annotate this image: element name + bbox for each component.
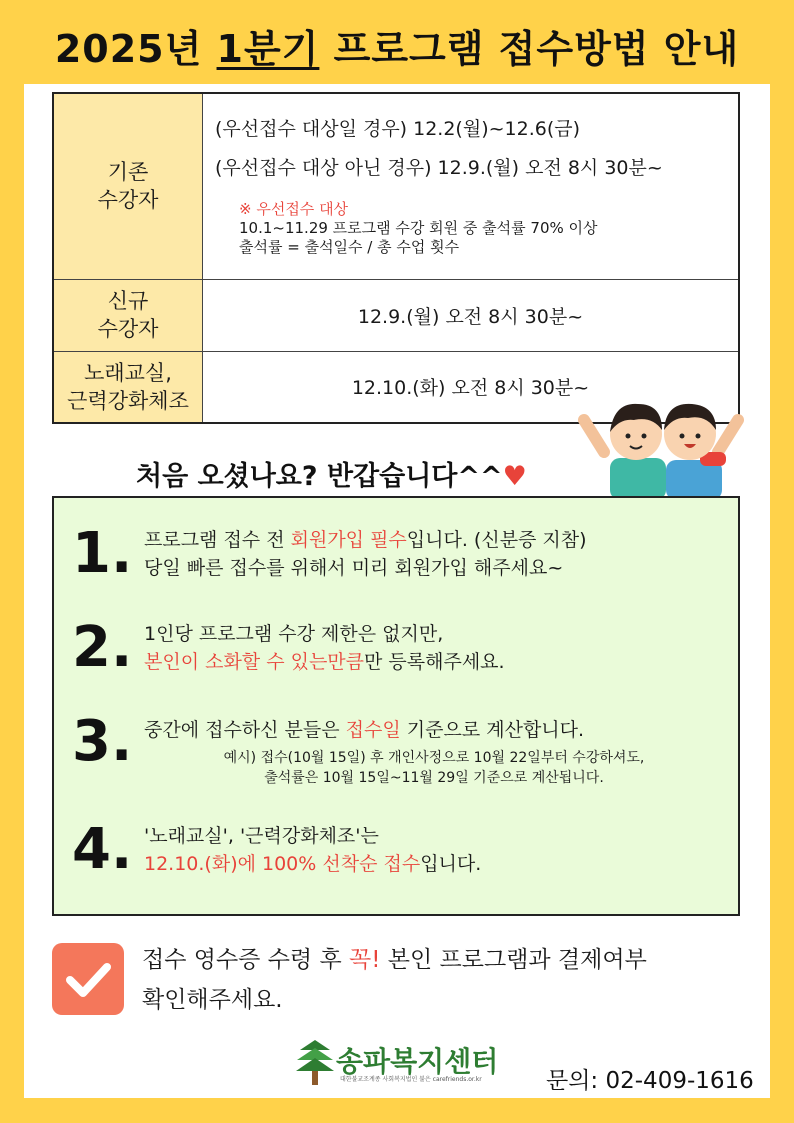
step-3-line1-a: 중간에 접수하신 분들은 xyxy=(144,719,346,741)
special-header-line1: 노래교실, xyxy=(84,360,172,385)
step-1-line2: 당일 빠른 접수를 위해서 미리 회원가입 해주세요~ xyxy=(144,557,564,579)
step-2-line2 xyxy=(144,648,724,676)
step-4-highlight: 12.10.(화)에 100% 선착순 접수 xyxy=(144,853,421,875)
step-2-highlight: 본인이 소화할 수 있는만큼 xyxy=(144,651,365,673)
heart-icon: ♥ xyxy=(502,461,527,492)
existing-header-line1: 기존 xyxy=(107,160,149,185)
special-header xyxy=(53,351,203,423)
existing-header-line2: 수강자 xyxy=(97,188,159,213)
step-1-highlight: 회원가입 필수 xyxy=(290,529,407,551)
step-2-number: 2. xyxy=(72,615,133,680)
existing-cell xyxy=(203,93,740,279)
greeting xyxy=(136,454,527,493)
priority-date-line: (우선접수 대상일 경우) 12.2(월)~12.6(금) xyxy=(215,118,581,140)
special-date: 12.10.(화) 오전 8시 30분~ xyxy=(203,351,740,423)
step-2-line2-b: 만 등록해주세요. xyxy=(364,651,505,673)
step-3-number: 3. xyxy=(72,709,133,774)
step-1-line1 xyxy=(144,526,724,554)
step-3-example-line1: 예시) 접수(10월 15일) 후 개인사정으로 10월 22일부터 수강하셔도, xyxy=(223,750,645,766)
title-quarter: 1분기 xyxy=(216,27,320,71)
priority-note-title: ※ 우선접수 대상 xyxy=(239,200,349,218)
new-header-line2: 수강자 xyxy=(97,317,159,341)
step-4-text xyxy=(144,822,724,878)
title-rest: 프로그램 접수방법 안내 xyxy=(333,27,740,71)
step-2-text xyxy=(144,620,724,676)
steps-box xyxy=(52,496,740,916)
step-4-line2 xyxy=(144,850,724,878)
children-illustration-icon xyxy=(574,390,754,500)
page-title xyxy=(0,18,794,73)
greeting-text: 처음 오셨나요? 반갑습니다^^ xyxy=(136,461,503,492)
new-header xyxy=(53,279,203,351)
receipt-note xyxy=(142,940,752,1020)
receipt-note-line2: 확인해주세요. xyxy=(142,987,283,1013)
step-4-line1: '노래교실', '근력강화체조'는 xyxy=(144,825,379,847)
special-header-line2: 근력강화체조 xyxy=(67,388,189,413)
new-header-line1: 신규 xyxy=(107,289,149,313)
new-date: 12.9.(월) 오전 8시 30분~ xyxy=(203,279,740,351)
schedule-row-existing xyxy=(53,93,739,279)
step-4-line2-b: 입니다. xyxy=(420,853,482,875)
step-1-line1-c: 입니다. (신분증 지참) xyxy=(406,529,587,551)
step-3-line1 xyxy=(144,716,724,744)
step-3-text xyxy=(144,716,724,788)
tree-logo-icon xyxy=(296,1038,334,1088)
existing-header xyxy=(53,93,203,279)
receipt-note-line1 xyxy=(142,940,752,980)
checkmark-icon xyxy=(52,943,124,1015)
step-3-highlight: 접수일 xyxy=(345,719,401,741)
checkbox-icon xyxy=(52,943,124,1015)
priority-note-desc1: 10.1~11.29 프로그램 수강 회원 중 출석률 70% 이상 xyxy=(239,219,598,237)
contact-phone: 문의: 02-409-1616 xyxy=(546,1068,754,1094)
step-3-line1-c: 기준으로 계산합니다. xyxy=(400,719,585,741)
step-4-number: 4. xyxy=(72,817,133,882)
logo-subtitle: 대한불교조계종 사회복지법인 불은 carefriends.or.kr xyxy=(340,1076,482,1083)
step-1-text xyxy=(144,526,724,582)
priority-note-desc2: 출석률 = 출석일수 / 총 수업 횟수 xyxy=(239,238,460,256)
schedule-row-new xyxy=(53,279,739,351)
step-2-line1: 1인당 프로그램 수강 제한은 없지만, xyxy=(144,623,444,645)
general-date-line: (우선접수 대상 아닌 경우) 12.9.(월) 오전 8시 30분~ xyxy=(215,157,663,179)
receipt-note-emphasis: 꼭! xyxy=(349,947,381,973)
step-1-line1-a: 프로그램 접수 전 xyxy=(144,529,291,551)
schedule-table xyxy=(52,92,740,424)
receipt-note-c: 본인 프로그램과 결제여부 xyxy=(380,947,647,973)
step-1-number: 1. xyxy=(72,521,133,586)
priority-note xyxy=(239,200,738,257)
receipt-note-a: 접수 영수증 수령 후 xyxy=(142,947,349,973)
step-3-example-line2: 출석률은 10월 15일~11월 29일 기준으로 계산됩니다. xyxy=(264,770,604,786)
title-year: 2025년 xyxy=(54,27,203,71)
logo-name: 송파복지센터 xyxy=(336,1045,499,1078)
